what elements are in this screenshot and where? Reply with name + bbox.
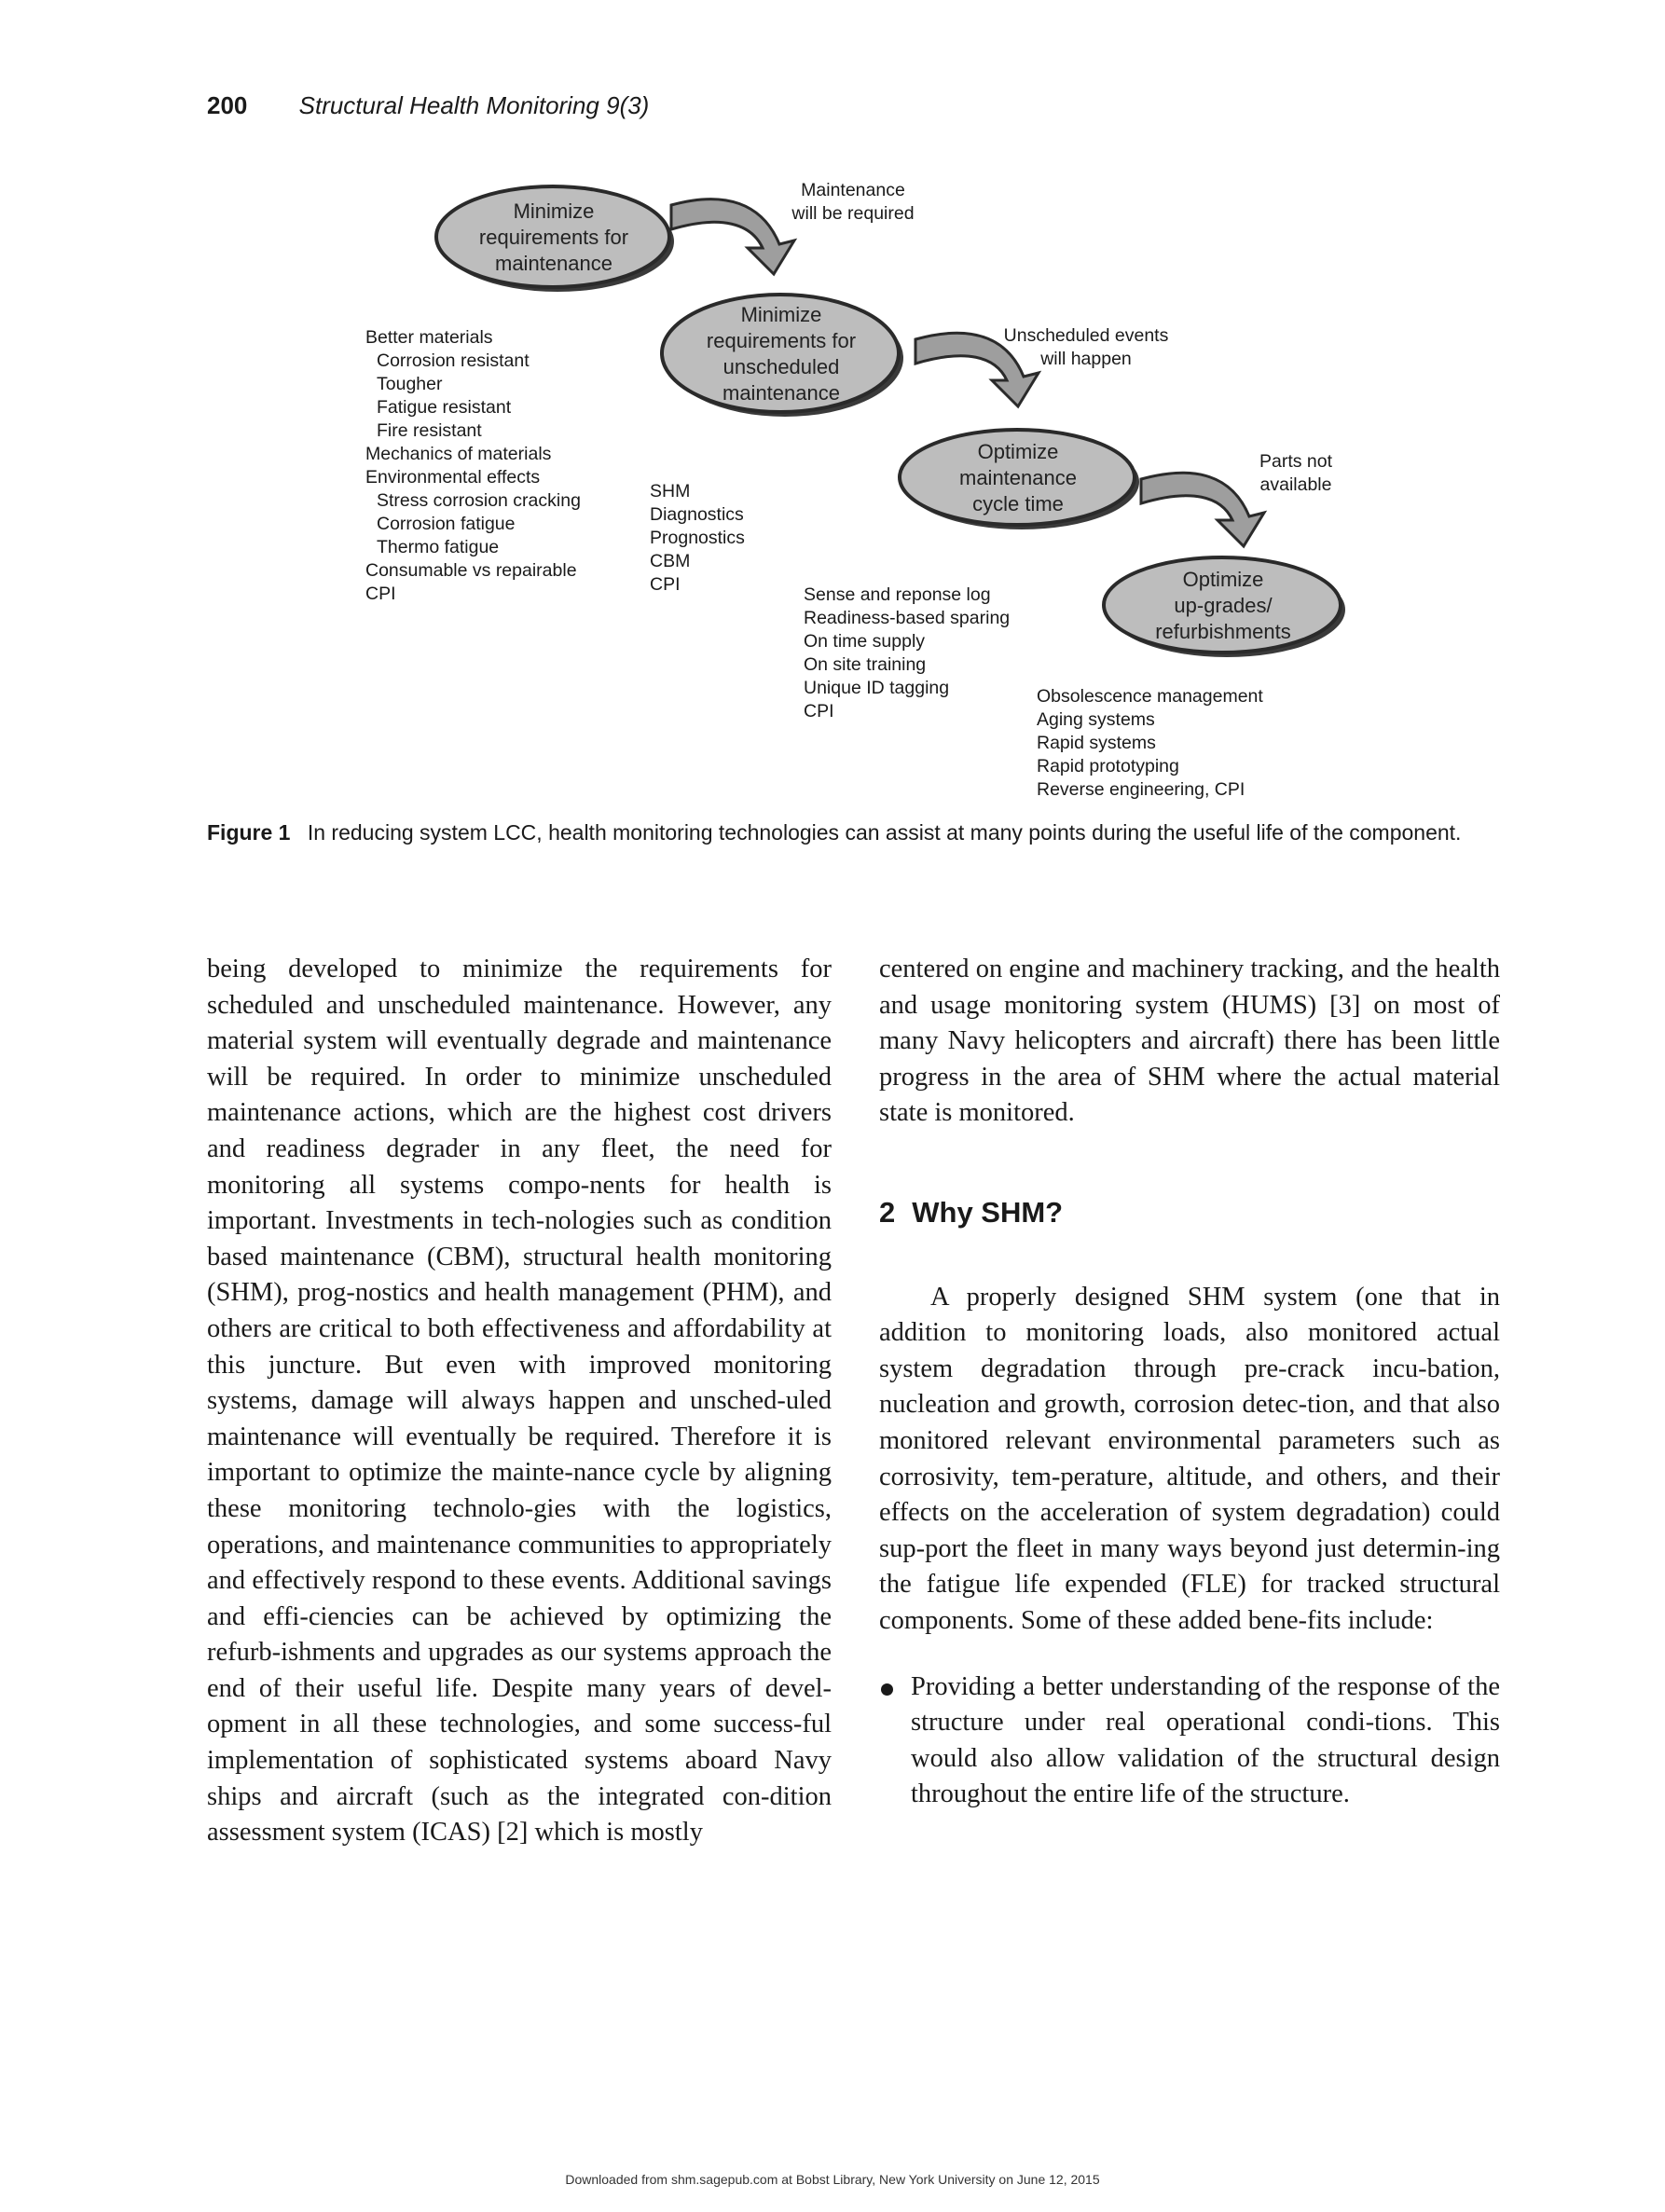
section-heading <box>879 1195 1500 1231</box>
body-paragraph: being developed to minimize the requirements for scheduled and unscheduled maintenance. However, any material system will eventually degrade and maintenance will be required. In order to minimize unscheduled maintenance actions, which are the highest cost drivers and readiness degrader in any fleet, the need for monitoring all systems compo-nents for health is important. Investments in tech-nologies such as condition based maintenance (CBM), structural health monitoring (SHM), prog-nostics and health management (PHM), and others are critical to both effectiveness and affordability at this juncture. But even with improved monitoring systems, damage will always happen and unsched-uled maintenance will eventually be required. Therefore it is important to optimize the mainte-nance cycle by aligning these monitoring technolo-gies with the logistics, operations, and maintenance communities to appropriately and effectively respond to these events. Additional savings and effi-ciencies can be achieved by optimizing the refurb-ishments and upgrades as our systems approach the end of their useful life. Despite many years of devel-opment in all these technologies, and some success-ful implementation of sophisticated systems aboard Navy ships and aircraft (such as the integrated con-dition assessment system (ICAS) [2] which is mostly <box>207 955 832 1848</box>
list-item: Corrosion resistant <box>377 350 530 371</box>
list-item: Environmental effects <box>365 467 541 488</box>
left-column <box>207 952 832 1851</box>
note-parts-not-available: Parts not available <box>1259 451 1333 495</box>
list-materials <box>365 326 581 606</box>
download-footer: Downloaded from shm.sagepub.com at Bobst Library, New York University on June 12, 2015 <box>565 2172 1100 2187</box>
list-item: Unique ID tagging <box>804 678 950 698</box>
note-unscheduled-events: Unscheduled events will happen <box>1003 325 1169 369</box>
list-item: Corrosion fatigue <box>377 514 516 534</box>
ellipse-optimize-upgrades <box>1100 554 1346 658</box>
list-item: Rapid systems <box>1037 733 1156 753</box>
list-item: Thermo fatigue <box>377 537 500 557</box>
section-title: Why SHM? <box>912 1195 1064 1229</box>
list-item: CPI <box>804 701 834 721</box>
list-item: Reverse engineering, CPI <box>1037 779 1245 800</box>
list-obsolescence <box>1037 685 1263 802</box>
list-item: CPI <box>365 584 396 604</box>
list-item: Better materials <box>365 327 493 348</box>
list-item: SHM <box>650 481 691 501</box>
ellipse-minimize-maintenance <box>433 183 674 293</box>
ellipse-optimize-cycle-time <box>897 426 1139 530</box>
list-logistics <box>804 584 1010 723</box>
ellipse-label: Minimize requirements for unscheduled maintenance <box>706 303 857 405</box>
ellipse-minimize-unscheduled <box>659 291 903 418</box>
body-paragraph: A properly designed SHM system (one that in addition to monitoring loads, also monitored actual system degradation through pre-crack incu-bation, nucleation and growth, corrosion detec-tion, and that also monitored relevant environmental parameters such as corrosivity, tem-perature, altitude, and others, and their effects on the acceleration of system degradation) could sup-port the fleet in many ways beyond just determin-ing the fatigue life expended (FLE) for tracked structural components. Some of these added bene-fits include: <box>879 1282 1500 1635</box>
list-item: CBM <box>650 551 691 571</box>
list-item: On site training <box>804 654 927 675</box>
bullet-icon <box>881 1683 893 1696</box>
list-item: Prognostics <box>650 528 745 548</box>
list-item: Mechanics of materials <box>365 444 552 464</box>
list-item: Fatigue resistant <box>377 397 512 418</box>
right-column <box>879 952 1500 1813</box>
list-item: Stress corrosion cracking <box>377 490 581 511</box>
list-item: Fire resistant <box>377 420 482 441</box>
note-maintenance-required: Maintenance will be required <box>791 180 915 224</box>
list-item: Readiness-based sparing <box>804 608 1011 628</box>
list-item: CPI <box>650 574 681 595</box>
list-item: Tougher <box>377 374 443 394</box>
running-head <box>207 91 649 120</box>
ellipse-label: Optimize up-grades/ refurbishments <box>1155 568 1291 643</box>
ellipse-label: Optimize maintenance cycle time <box>959 440 1077 515</box>
list-item: Diagnostics <box>650 504 744 525</box>
body-paragraph: centered on engine and machinery tracking, and the health and usage monitoring system (HUMS) [3] on most of many Navy helicopters and aircraft) there has been little progress in the area of SHM where the actual material state is monitored. <box>879 955 1500 1128</box>
list-item: Aging systems <box>1037 709 1155 730</box>
list-item: Consumable vs repairable <box>365 560 577 581</box>
ellipse-label: Minimize requirements for maintenance <box>478 199 629 275</box>
section-number: 2 <box>879 1195 896 1229</box>
caption-label: Figure 1 <box>207 820 291 845</box>
caption-text: In reducing system LCC, health monitoring technologies can assist at many points during the useful life of the component. <box>307 820 1462 845</box>
bullet-text: Providing a better understanding of the response of the structure under real operational condi-tions. This would also allow validation of the structural design throughout the entire life of the structure. <box>911 1671 1500 1809</box>
page-number: 200 <box>207 91 248 119</box>
list-item: On time supply <box>804 631 926 652</box>
journal-title: Structural Health Monitoring 9(3) <box>298 91 650 119</box>
list-item: Rapid prototyping <box>1037 756 1179 776</box>
list-shm <box>650 480 745 597</box>
bullet-item <box>879 1669 1500 1813</box>
figure-caption <box>207 818 1507 846</box>
list-item: Obsolescence management <box>1037 686 1263 707</box>
list-item: Sense and reponse log <box>804 584 991 605</box>
